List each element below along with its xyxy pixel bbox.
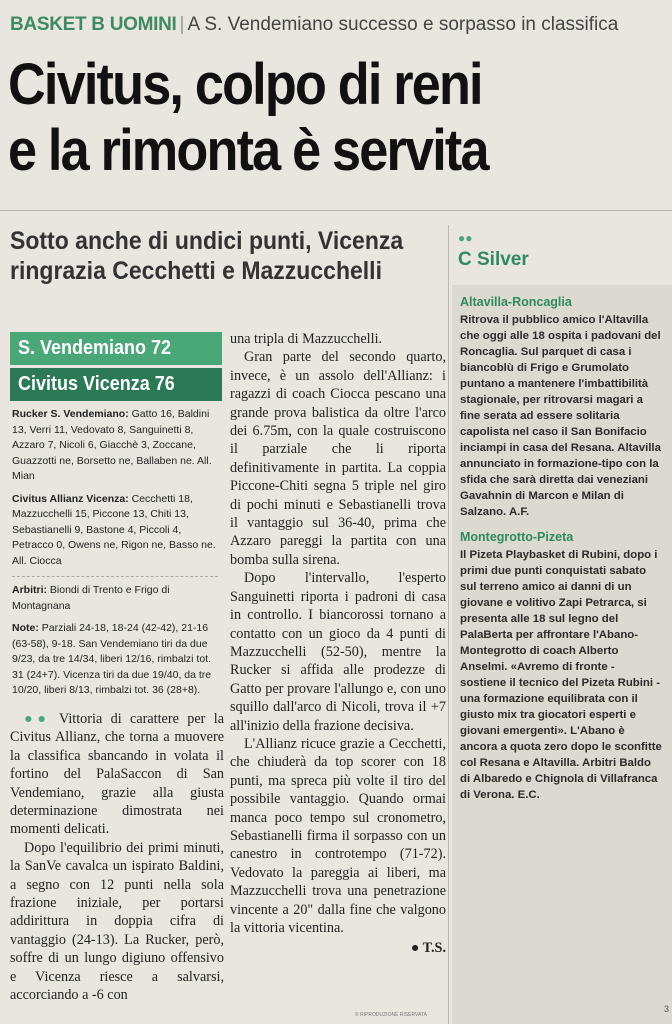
article-paragraph: Gran parte del secondo quarto, invece, è un assolo dell'Allianz: i ragazzi di coach Ciocca pescano una grande prova balistica da oltre l'arco dei 6.75m, con la quale costruiscono il parziale che li riporta definitivamente in partita. La coppia Piccone-Chiti segna 5 triple nel giro di pochi minuti e Sebastianelli trova il vantaggio sul 36-40, prima che Azzaro pareggi la partita con una bomba sulla sirena. [230,349,446,568]
column-divider [448,225,449,1024]
author-signature: ● T.S. [410,940,446,957]
page-number: 3 [664,1004,670,1014]
article-paragraph: una tripla di Mazzucchelli. [230,331,383,347]
kicker-separator: | [179,14,185,35]
copyright-notice: © RIPRODUZIONE RISERVATA [355,1012,427,1018]
sidebar [452,225,672,1024]
box-divider [12,576,218,577]
subheadline [10,226,415,286]
referees: Arbitri: Biondi di Trento e Frigo di Montagnana [12,584,170,612]
civitus-lineup: Civitus Allianz Vicenza: Cecchetti 18, Mazzucchelli 15, Piccone 13, Chiti 13, Sebastianelli 9, Bastone 4, Piccoli 4, Petracco 0, Owens ne, Rigon ne, Basso ne. All. Ciocca [12,492,216,567]
headline-line: e la rimonta è servita [8,118,488,183]
article-column-1 [10,710,224,1005]
subheadline-line: ringrazia Cecchetti e Mazzucchelli [10,257,382,285]
sidebar-title: C Silver [458,249,529,270]
bullet-icon: ●● [24,711,51,727]
divider [0,210,672,211]
story-text: Ritrova il pubblico amico l'Altavilla che oggi alle 18 ospita i padovani del Roncaglia. Sul parquet di casa i biancoblù di Frigo e Grumolato puntano a mantenere l'imbattibilità stagionale, per ritrovarsi magari a fine serata ad essere solitaria capolista nel caso il San Bonifacio inciampi in casa del Resana. Altavilla annunciato in formazione-tipo con la sfida che sarà diretta dai veneziani Gavahnin di Marcon e Milan di Salzano. A.F. [460,314,661,518]
story-title: Altavilla-Roncaglia [460,295,572,309]
article-column-2 [230,330,446,958]
section-label: BASKET B UOMINI [10,14,177,35]
story-text: Il Pizeta Playbasket di Rubini, dopo i primi due punti conquistati sabato sul terreno amico ai danni di un giovane e volitivo Zapi Petrarca, si presenta alle 18 sul legno del PalaBerta per affrontare l'Abano-Montegrotto di coach Alberto Anselmi. «Avremo di fronte - sostiene il tecnico del Pizeta Rubini - una formazione equilibrata con il giusto mix tra giocatori esperti e giovani emergenti». L'Abano è ancora a quota zero dopo le sconfitte col Resana e Altavilla. Arbitri Baldo di Albaredo e Chignola di Villafranca di Verona. E.C. [460,549,662,801]
article-paragraph: Dopo l'intervallo, l'esperto Sanguinetti riporta i padroni di casa in controllo. I biancorossi tornano a contatto con un gioco da 4 punti di Mazzucchelli (52-50), mentre la Rucker si affida alle prodezze di Gatto per provare l'allungo e, con uno squillo dall'arco di Nicoli, trova il +7 all'inizio della frazione decisiva. [230,570,446,734]
headline-line: Civitus, colpo di reni [8,52,482,117]
away-team-score: Civitus Vicenza 76 [10,368,222,401]
game-notes: Note: Parziali 24-18, 18-24 (42-42), 21-16 (63-58), 9-18. San Vendemiano tiri da due 9/23, da tre 14/34, liberi 12/16, rimbalzi tot. 31 (24+7). Vicenza tiri da due 19/40, da tre 10/20, liberi 8/13, rimbalzi tot. 36 (28+8). [12,622,212,696]
kicker-subtitle: A S. Vendemiano successo e sorpasso in classifica [187,14,619,35]
sidebar-box [452,285,672,1024]
kicker [10,14,670,36]
sidebar-header [452,225,672,271]
home-team-score: S. Vendemiano 72 [10,332,222,365]
article-paragraph: Dopo l'equilibrio dei primi minuti, la SanVe cavalca un ispirato Baldini, a segno con 12 punti nella sola frazione iniziale, per portarsi addirittura in doppia cifra di vantaggio (24-13). La Rucker, però, soffre di un lungo digiuno offensivo e Vicenza riesce a salvarsi, accorciando a -6 con [10,839,224,1004]
story-title: Montegrotto-Pizeta [460,530,574,544]
bullet-icon: ●● [458,231,473,245]
article-paragraph: L'Allianz ricuce grazie a Cecchetti, che chiuderà da top scorer con 18 punti, ma spreca più volte il tiro del possibile vantaggio. Quando ormai manca poco tempo sul cronometro, Sebastianelli firma il sorpasso con un canestro in controtempo (71-72). Vedovato la pareggia ai liberi, ma Mazzucchelli trova una penetrazione vincente a 20" dalla fine che valgono la vittoria vicentina. [230,735,446,936]
sidebar-story [460,295,664,520]
rucker-lineup: Rucker S. Vendemiano: Gatto 16, Baldini 13, Verri 11, Vedovato 8, Sanguinetti 8, Azzaro 7, Nicoli 6, Giacchè 3, Zoccane, Guazzotti ne, Borsetto ne, Ballaben ne. All. Mian [12,408,212,482]
subheadline-line: Sotto anche di undici punti, Vicenza [10,227,404,255]
article-paragraph: ●● Vittoria di carattere per la Civitus Allianz, che torna a muovere la classifica sbancando in volata il fortino del PalaSaccon di San Vendemiano, grazie alla giusta determinazione dimostrata nei momenti delicati. [10,711,225,838]
box-score [10,401,222,699]
headline [8,52,602,184]
sidebar-story [460,530,664,803]
scorebox [10,332,222,706]
